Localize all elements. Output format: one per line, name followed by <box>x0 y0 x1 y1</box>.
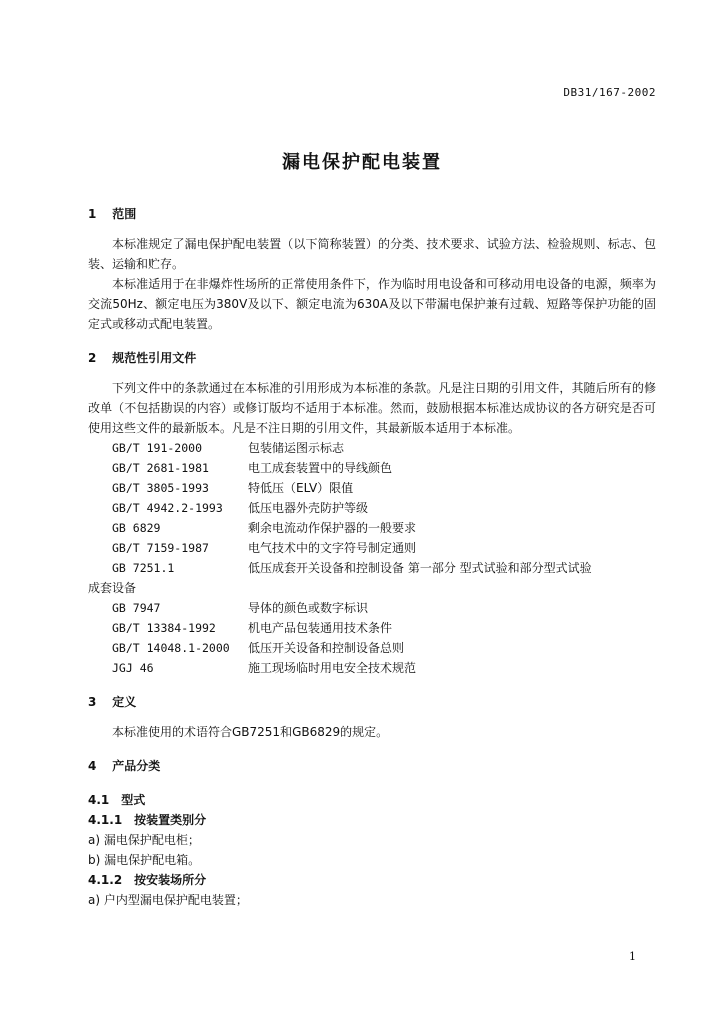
reference-list <box>88 438 656 678</box>
reference-item <box>88 598 656 618</box>
reference-code: GB/T 4942.2-1993 <box>112 501 223 515</box>
section-title: 规范性引用文件 <box>112 351 197 365</box>
reference-name: 特低压（ELV）限值 <box>248 481 354 495</box>
section-number: 1 <box>88 207 97 221</box>
paragraph: 下列文件中的条款通过在本标准的引用形成为本标准的条款。凡是注日期的引用文件，其随后所有的修改单（不包括勘误的内容）或修订版均不适用于本标准。然而，鼓励根据本标准达成协议的各方研究是否可使用这些文件的最新版本。凡是不注日期的引用文件，其最新版本适用于本标准。 <box>88 381 656 435</box>
section-3-heading <box>88 692 656 712</box>
reference-code: GB/T 13384-1992 <box>112 621 216 635</box>
subsection-heading: 4.1.2 按安装场所分 <box>88 873 207 887</box>
reference-item <box>88 558 656 578</box>
reference-code: GB 7947 <box>112 601 161 615</box>
list-item: a) 漏电保护配电柜； <box>88 833 200 847</box>
reference-name-continuation: 成套设备 <box>88 581 137 595</box>
reference-item <box>88 538 656 558</box>
reference-item <box>88 458 656 478</box>
reference-code: GB/T 14048.1-2000 <box>112 641 230 655</box>
reference-name: 包装储运图示标志 <box>248 441 345 455</box>
section-1-heading <box>88 204 656 224</box>
reference-item <box>88 438 656 458</box>
reference-name: 电工成套装置中的导线颜色 <box>248 461 393 475</box>
document-body <box>88 204 656 910</box>
section-number: 3 <box>88 695 97 709</box>
reference-item <box>88 658 656 678</box>
reference-name: 导体的颜色或数字标识 <box>248 601 369 615</box>
reference-code: GB/T 7159-1987 <box>112 541 209 555</box>
subsection-heading: 4.1 型式 <box>88 793 146 807</box>
reference-code: GB/T 2681-1981 <box>112 461 209 475</box>
section-number: 2 <box>88 351 97 365</box>
reference-item <box>88 498 656 518</box>
reference-code: JGJ 46 <box>112 661 154 675</box>
paragraph: 本标准适用于在非爆炸性场所的正常使用条件下，作为临时用电设备和可移动用电设备的电源，频率为交流50Hz、额定电压为380V及以下、额定电流为630A及以下带漏电保护兼有过载、短路等保护功能的固定式或移动式配电装置。 <box>88 277 656 331</box>
reference-name: 电气技术中的文字符号制定通则 <box>248 541 417 555</box>
section-4-heading <box>88 756 656 776</box>
reference-code: GB/T 3805-1993 <box>112 481 209 495</box>
reference-name: 低压开关设备和控制设备总则 <box>248 641 405 655</box>
reference-name: 机电产品包装通用技术条件 <box>248 621 393 635</box>
section-title: 范围 <box>112 207 137 221</box>
reference-code: GB/T 191-2000 <box>112 441 203 455</box>
reference-item <box>88 618 656 638</box>
reference-name: 低压成套开关设备和控制设备 第一部分 型式试验和部分型式试验 <box>248 561 592 575</box>
reference-item <box>88 478 656 498</box>
reference-name: 施工现场临时用电安全技术规范 <box>248 661 417 675</box>
list-item: a) 户内型漏电保护配电装置； <box>88 893 248 907</box>
section-title: 产品分类 <box>112 759 161 773</box>
reference-name: 低压电器外壳防护等级 <box>248 501 369 515</box>
section-number: 4 <box>88 759 97 773</box>
list-item: b) 漏电保护配电箱。 <box>88 853 201 867</box>
paragraph: 本标准规定了漏电保护配电装置（以下简称装置）的分类、技术要求、试验方法、检验规则、标志、包装、运输和贮存。 <box>88 237 656 271</box>
reference-name: 剩余电流动作保护器的一般要求 <box>248 521 417 535</box>
section-title: 定义 <box>112 695 137 709</box>
reference-code: GB 6829 <box>112 521 161 535</box>
page-number: 1 <box>629 950 636 963</box>
section-2-heading <box>88 348 656 368</box>
reference-code: GB 7251.1 <box>112 561 175 575</box>
paragraph: 本标准使用的术语符合GB7251和GB6829的规定。 <box>112 725 389 739</box>
document-number: DB31/167-2002 <box>563 86 656 99</box>
reference-item <box>88 638 656 658</box>
subsection-heading: 4.1.1 按装置类别分 <box>88 813 207 827</box>
reference-item <box>88 518 656 538</box>
document-title: 漏电保护配电装置 <box>282 152 442 173</box>
